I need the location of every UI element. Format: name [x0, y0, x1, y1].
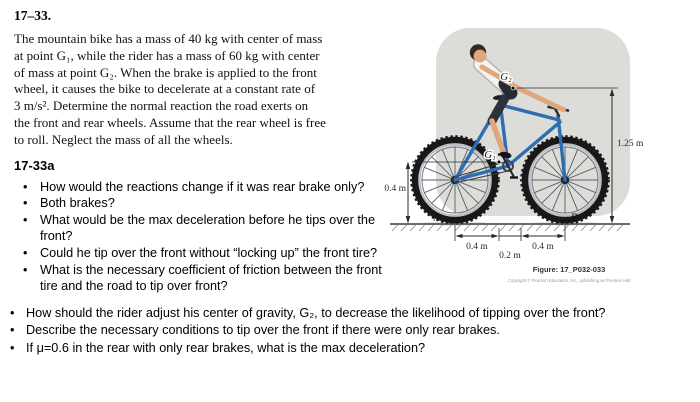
figure-bike-diagram: [378, 22, 700, 294]
problem-number: 17–33.: [14, 8, 52, 23]
bullet-item: [8, 305, 694, 322]
bullet-item: [14, 179, 394, 196]
bullet-text: If μ=0.6 in the rear with only rear brakes, what is the max deceleration?: [26, 340, 426, 355]
rider-hand: [561, 107, 566, 112]
problem-line: wheel, it causes the bike to decelerate at a constant rate of: [14, 81, 316, 97]
dim-rear-span: 0.4 m: [466, 242, 488, 252]
problem-line: at point G₁, while the rider has a mass of 60 kg with center: [14, 47, 320, 63]
bullet-item: [14, 195, 394, 212]
figure-caption: Figure: 17_P032-033: [532, 265, 606, 274]
question-list-wide: [8, 305, 694, 357]
bullet-item: [8, 340, 694, 357]
dim-mid-span: 0.2 m: [499, 251, 521, 261]
figure-copyright: Copyright © Pearson Education, Inc., publishing as Prentice Hall: [507, 278, 631, 283]
g1-point: [497, 160, 501, 164]
problem-line: 3 m/s². Determine the normal reaction the road exerts on: [14, 98, 309, 114]
contact-a-label: A: [433, 212, 441, 224]
bullet-text: What would be the max deceleration before he tips over the front?: [40, 212, 376, 244]
g2-point: [511, 86, 515, 90]
figure-panel: [378, 22, 700, 294]
bullet-item: [14, 212, 394, 245]
bullet-text: How should the rider adjust his center of gravity, G₂, to decrease the likelihood of tipping over the front?: [26, 306, 606, 320]
dim-front-span: 0.4 m: [532, 242, 554, 252]
g1-label: G₁: [484, 150, 496, 161]
bullet-item: [14, 245, 394, 262]
bullet-text: Both brakes?: [40, 196, 115, 211]
question-list-main: [14, 179, 394, 295]
dim-height-g1: 0.4 m: [384, 184, 406, 194]
bullet-item: [14, 262, 394, 295]
contact-b-label: B: [570, 212, 578, 224]
problem-line: The mountain bike has a mass of 40 kg with center of mass: [14, 31, 323, 46]
bullet-item: [8, 322, 694, 339]
rider-head: [474, 50, 487, 63]
problem-panel: [14, 8, 394, 295]
problem-line: of mass at point G₂. When the brake is applied to the front: [14, 64, 317, 80]
worksheet-heading: 17-33a: [14, 157, 55, 173]
problem-line: the front and rear wheels. Assume that the rear wheel is free: [14, 114, 326, 130]
bullet-text: Could he tip over the front without “locking up” the front tire?: [40, 245, 378, 260]
dim-height-g2: 1.25 m: [617, 139, 644, 149]
ground-hatching: [392, 225, 623, 232]
bullet-text: How would the reactions change if it was rear brake only?: [40, 179, 365, 194]
problem-statement: [14, 31, 394, 149]
g2-label: G₂: [500, 72, 512, 83]
bullet-text: Describe the necessary conditions to tip over the front if there were only rear brakes.: [26, 323, 500, 338]
ground: [390, 224, 630, 231]
bullet-text: What is the necessary coefficient of friction between the front tire and the road to tip over front?: [40, 262, 382, 294]
problem-line: to roll. Neglect the mass of all the wheels.: [14, 131, 233, 147]
